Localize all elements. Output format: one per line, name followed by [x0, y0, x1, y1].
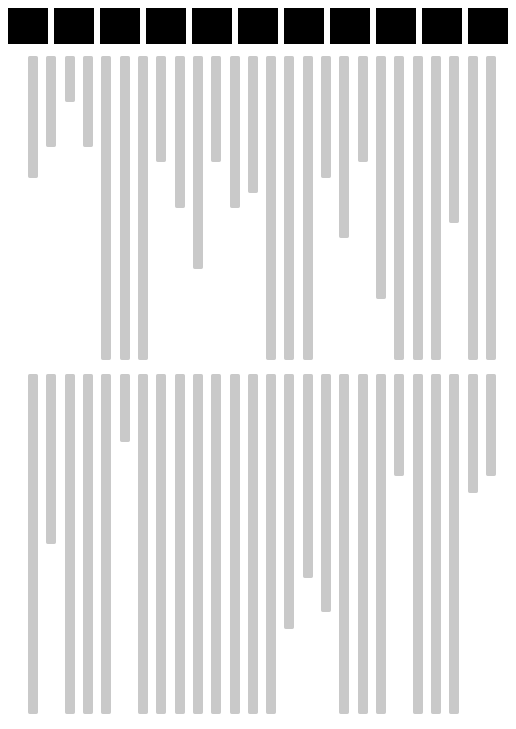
redacted-text-column	[211, 374, 221, 714]
redacted-text-column	[413, 56, 423, 360]
redacted-text-column	[321, 374, 331, 612]
redacted-text-column	[65, 374, 75, 714]
header-black-box	[376, 8, 416, 44]
header-black-box	[422, 8, 462, 44]
redacted-text-column	[101, 56, 111, 360]
header-black-box	[100, 8, 140, 44]
redacted-text-column	[321, 56, 331, 178]
redacted-text-column	[266, 374, 276, 714]
redacted-text-column	[211, 56, 221, 162]
redacted-text-column	[486, 56, 496, 360]
redacted-text-column	[376, 374, 386, 714]
header-black-box	[468, 8, 508, 44]
header-black-box	[192, 8, 232, 44]
header-black-box	[284, 8, 324, 44]
redacted-text-column	[65, 56, 75, 102]
redacted-text-column	[83, 56, 93, 147]
redacted-text-column	[486, 374, 496, 476]
redacted-text-column	[120, 374, 130, 442]
lower-text-block-redacted	[24, 374, 500, 714]
redacted-text-column	[138, 374, 148, 714]
redacted-text-column	[230, 56, 240, 208]
redacted-text-column	[376, 56, 386, 299]
redacted-text-column	[468, 374, 478, 493]
redacted-text-column	[193, 374, 203, 714]
redacted-text-column	[303, 56, 313, 360]
header-black-box	[238, 8, 278, 44]
redacted-text-column	[449, 56, 459, 223]
redacted-text-column	[28, 374, 38, 714]
redacted-text-column	[248, 56, 258, 193]
redacted-text-column	[28, 56, 38, 178]
redacted-text-column	[83, 374, 93, 714]
redacted-text-column	[284, 374, 294, 629]
redacted-text-column	[266, 56, 276, 360]
header-box-row	[8, 8, 508, 44]
redacted-text-column	[413, 374, 423, 714]
header-black-box	[146, 8, 186, 44]
redacted-text-column	[339, 374, 349, 714]
redacted-text-column	[156, 56, 166, 162]
redacted-text-column	[358, 56, 368, 162]
redacted-text-column	[46, 374, 56, 544]
redacted-text-column	[120, 56, 130, 360]
redacted-text-column	[175, 374, 185, 714]
redacted-text-column	[101, 374, 111, 714]
redacted-text-column	[449, 374, 459, 714]
header-black-box	[54, 8, 94, 44]
header-black-box	[330, 8, 370, 44]
redacted-text-column	[358, 374, 368, 714]
upper-text-block-redacted	[24, 56, 500, 360]
redacted-text-column	[230, 374, 240, 714]
redacted-text-column	[284, 56, 294, 360]
redacted-text-column	[46, 56, 56, 147]
redacted-text-column	[468, 56, 478, 360]
redacted-text-column	[431, 56, 441, 360]
redacted-text-column	[156, 374, 166, 714]
redacted-text-column	[394, 56, 404, 360]
redacted-text-column	[339, 56, 349, 238]
redacted-text-column	[431, 374, 441, 714]
redacted-text-column	[193, 56, 203, 269]
redacted-text-column	[175, 56, 185, 208]
redacted-text-column	[394, 374, 404, 476]
header-black-box	[8, 8, 48, 44]
redacted-text-column	[303, 374, 313, 578]
redacted-text-column	[138, 56, 148, 360]
redacted-text-column	[248, 374, 258, 714]
